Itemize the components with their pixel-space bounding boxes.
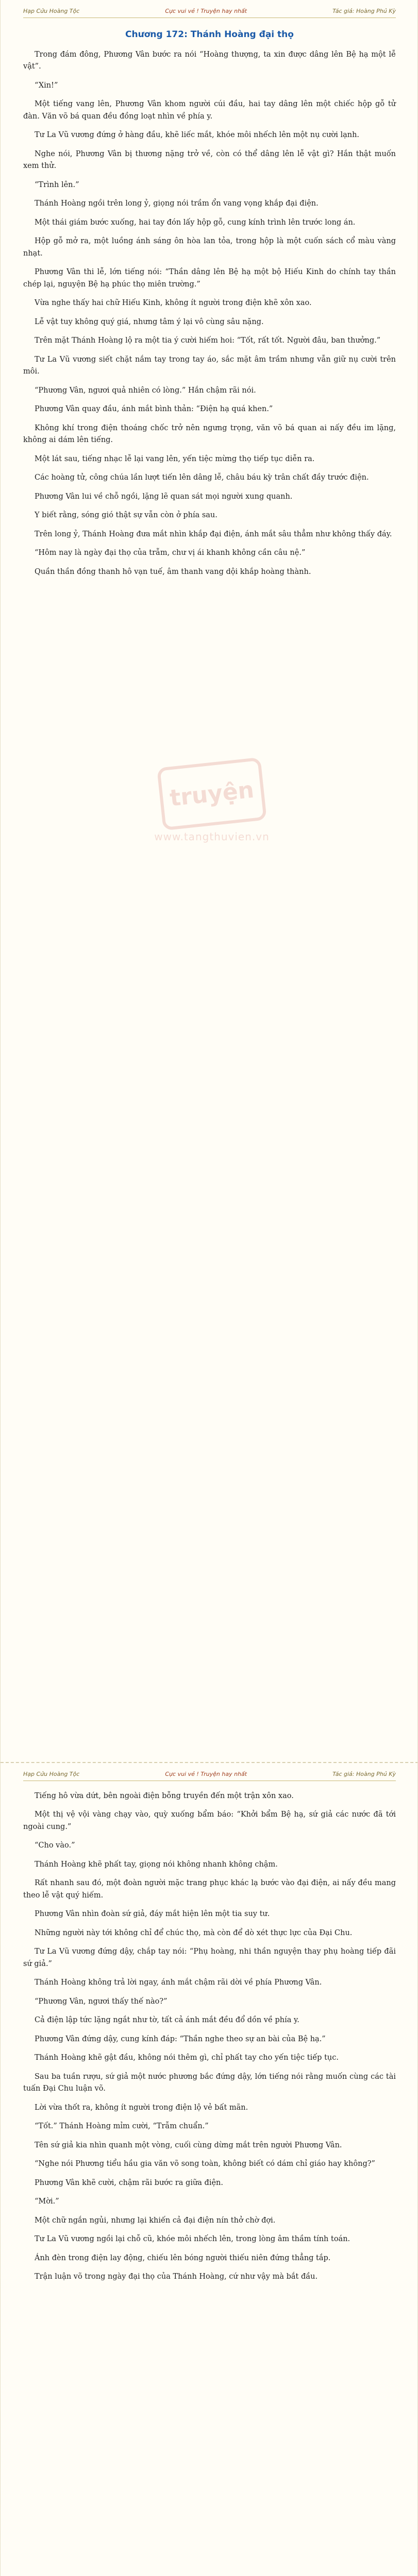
paragraph: “Hôm nay là ngày đại thọ của trẫm, chư vị ái khanh không cần câu nệ.” bbox=[35, 549, 306, 557]
watermark-badge: truyện bbox=[157, 757, 267, 831]
paragraph: Phương Vân đứng dậy, cung kính đáp: “Thần nghe theo sự an bài của Bệ hạ.” bbox=[35, 2035, 326, 2043]
running-header-2 bbox=[23, 1767, 396, 1781]
paragraph: “Phương Vân, ngươi thấy thế nào?” bbox=[35, 1997, 168, 2006]
paragraph: Vừa nghe thấy hai chữ Hiếu Kinh, không ít người trong điện khẽ xôn xao. bbox=[35, 299, 312, 308]
paragraph: Một lát sau, tiếng nhạc lễ lại vang lên, yến tiệc mừng thọ tiếp tục diễn ra. bbox=[35, 454, 315, 463]
paragraph: “Phương Vân, ngươi quả nhiên có lòng.” Hắn chậm rãi nói. bbox=[35, 386, 256, 395]
paragraph: Phương Vân lui về chỗ ngồi, lặng lẽ quan sát mọi người xung quanh. bbox=[35, 492, 293, 501]
paragraph: Tư La Vũ vương siết chặt nắm tay trong tay áo, sắc mặt âm trầm nhưng vẫn giữ nụ cười trên môi. bbox=[23, 355, 396, 376]
paragraph: “Tốt.” Thánh Hoàng mỉm cười, “Trẫm chuẩn.” bbox=[35, 2122, 209, 2131]
paragraph: Rất nhanh sau đó, một đoàn người mặc trang phục khác lạ bước vào đại điện, ai nấy đều mang theo lễ vật quý hiếm. bbox=[23, 1879, 396, 1900]
chapter-title: Chương 172: Thánh Hoàng đại thọ bbox=[125, 29, 294, 40]
running-header bbox=[23, 4, 396, 18]
paragraph: Tiếng hô vừa dứt, bên ngoài điện bỗng truyền đến một trận xôn xao. bbox=[35, 1792, 294, 1800]
paragraph: Nghe nói, Phương Vân bị thương nặng trở về, còn có thể dâng lên lễ vật gì? Hắn thật muốn xem thử. bbox=[23, 149, 396, 171]
paragraph: Trận luận võ trong ngày đại thọ của Thánh Hoàng, cứ như vậy mà bắt đầu. bbox=[35, 2273, 318, 2281]
watermark-logo bbox=[119, 762, 305, 850]
paragraph: Phương Vân thi lễ, lớn tiếng nói: “Thần dâng lên Bệ hạ một bộ Hiếu Kinh do chính tay thần chép lại, nguyện Bệ hạ phúc thọ miên trường.” bbox=[23, 268, 396, 289]
paragraph: “Trình lên.” bbox=[35, 180, 79, 189]
paragraph: Một thái giám bước xuống, hai tay đón lấy hộp gỗ, cung kính trình lên trước long án. bbox=[35, 218, 356, 227]
paragraph: Tư La Vũ vương đứng dậy, chắp tay nói: “Phụ hoàng, nhi thần nguyện thay phụ hoàng tiếp đãi sứ giả.” bbox=[23, 1947, 396, 1968]
watermark-site: www.tangthuvien.vn bbox=[154, 831, 270, 843]
paragraph: Y biết rằng, sóng gió thật sự vẫn còn ở phía sau. bbox=[35, 511, 218, 520]
paragraph: Phương Vân khẽ cười, chậm rãi bước ra giữa điện. bbox=[35, 2178, 223, 2187]
paragraph: Tư La Vũ vương đứng ở hàng đầu, khẽ liếc mắt, khóe môi nhếch lên một nụ cười lạnh. bbox=[35, 131, 360, 140]
paragraph: Quần thần đồng thanh hô vạn tuế, âm thanh vang dội khắp hoàng thành. bbox=[35, 567, 311, 576]
paragraph: Trong đám đông, Phương Vân bước ra nói “Hoàng thượng, ta xin được dâng lên Bệ hạ một lễ vật”. bbox=[23, 50, 396, 71]
paragraph: Không khí trong điện thoáng chốc trở nên ngưng trọng, văn võ bá quan ai nấy đều im lặng, không ai dám lên tiếng. bbox=[23, 423, 396, 445]
paragraph: Trên mặt Thánh Hoàng lộ ra một tia ý cười hiếm hoi: “Tốt, rất tốt. Người đâu, ban thưởng.” bbox=[35, 336, 381, 345]
paragraph: Lời vừa thốt ra, không ít người trong điện lộ vẻ bất mãn. bbox=[35, 2103, 248, 2112]
paragraph: Một chữ ngắn ngủi, nhưng lại khiến cả đại điện nín thở chờ đợi. bbox=[35, 2216, 276, 2225]
paragraph: Thánh Hoàng khẽ phất tay, giọng nói không nhanh không chậm. bbox=[35, 1860, 278, 1869]
paragraph: Một thị vệ vội vàng chạy vào, quỳ xuống bẩm báo: “Khởi bẩm Bệ hạ, sứ giả các nước đã tới ngoài cung.” bbox=[23, 1810, 396, 1831]
page-top bbox=[1, 0, 418, 1762]
paragraph: Phương Vân nhìn đoàn sứ giả, đáy mắt hiện lên một tia suy tư. bbox=[35, 1910, 270, 1919]
paragraph: Tên sứ giả kia nhìn quanh một vòng, cuối cùng dừng mắt trên người Phương Vân. bbox=[35, 2141, 342, 2149]
header-left: Hạp Cửu Hoàng Tộc bbox=[23, 7, 80, 14]
paragraph: Tư La Vũ vương ngồi lại chỗ cũ, khóe môi nhếch lên, trong lòng âm thầm tính toán. bbox=[35, 2235, 350, 2244]
header-left: Hạp Cửu Hoàng Tộc bbox=[23, 1770, 80, 1777]
chapter-body-top bbox=[23, 49, 396, 578]
page-bottom bbox=[1, 1762, 418, 2576]
header-right: Tác giả: Hoàng Phủ Kỳ bbox=[332, 7, 396, 14]
header-center: Cực vui vẻ ! Truyện hay nhất bbox=[165, 7, 247, 14]
paragraph: “Mời.” bbox=[35, 2197, 59, 2206]
paragraph: Lễ vật tuy không quý giá, nhưng tâm ý lại vô cùng sâu nặng. bbox=[35, 317, 264, 326]
paragraph: Ánh đèn trong điện lay động, chiếu lên bóng người thiếu niên đứng thẳng tắp. bbox=[35, 2253, 331, 2262]
paragraph: Trên long ỷ, Thánh Hoàng đưa mắt nhìn khắp đại điện, ánh mắt sâu thẳm như không thấy đáy. bbox=[35, 530, 392, 538]
paragraph: Sau ba tuần rượu, sứ giả một nước phương bắc đứng dậy, lớn tiếng nói rằng muốn cùng các tài tuấn Đại Chu luận võ. bbox=[23, 2072, 396, 2093]
paragraph: “Cho vào.” bbox=[35, 1841, 75, 1850]
paragraph: Cả điện lập tức lặng ngắt như tờ, tất cả ánh mắt đều đổ dồn về phía y. bbox=[35, 2016, 299, 2025]
header-right: Tác giả: Hoàng Phủ Kỳ bbox=[332, 1770, 396, 1777]
paragraph: Thánh Hoàng ngồi trên long ỷ, giọng nói trầm ổn vang vọng khắp đại điện. bbox=[35, 199, 319, 208]
paragraph: Phương Vân quay đầu, ánh mắt bình thản: “Điện hạ quá khen.” bbox=[35, 405, 273, 414]
paragraph: “Nghe nói Phương tiểu hầu gia văn võ song toàn, không biết có dám chỉ giáo hay không?” bbox=[35, 2160, 375, 2168]
header-center: Cực vui vẻ ! Truyện hay nhất bbox=[165, 1770, 247, 1777]
paragraph: Những người này tới không chỉ để chúc thọ, mà còn để dò xét thực lực của Đại Chu. bbox=[35, 1928, 353, 1937]
paragraph: Một tiếng vang lên, Phương Vân khom người cúi đầu, hai tay dâng lên một chiếc hộp gỗ tử đàn. Văn võ bá quan đều đồng loạt nhìn về phía y. bbox=[23, 100, 396, 121]
paragraph: Hộp gỗ mở ra, một luồng ánh sáng ôn hòa lan tỏa, trong hộp là một cuốn sách cổ màu vàng nhạt. bbox=[23, 237, 396, 258]
paragraph: Thánh Hoàng khẽ gật đầu, không nói thêm gì, chỉ phất tay cho yến tiệc tiếp tục. bbox=[35, 2054, 339, 2062]
paragraph: “Xin!” bbox=[35, 81, 58, 90]
chapter-body-bottom bbox=[23, 1790, 396, 2283]
paragraph: Thánh Hoàng không trả lời ngay, ánh mắt chậm rãi dời về phía Phương Vân. bbox=[35, 1978, 322, 1987]
paragraph: Các hoàng tử, công chúa lần lượt tiến lên dâng lễ, châu báu kỳ trân chất đầy trước điện. bbox=[35, 473, 369, 482]
